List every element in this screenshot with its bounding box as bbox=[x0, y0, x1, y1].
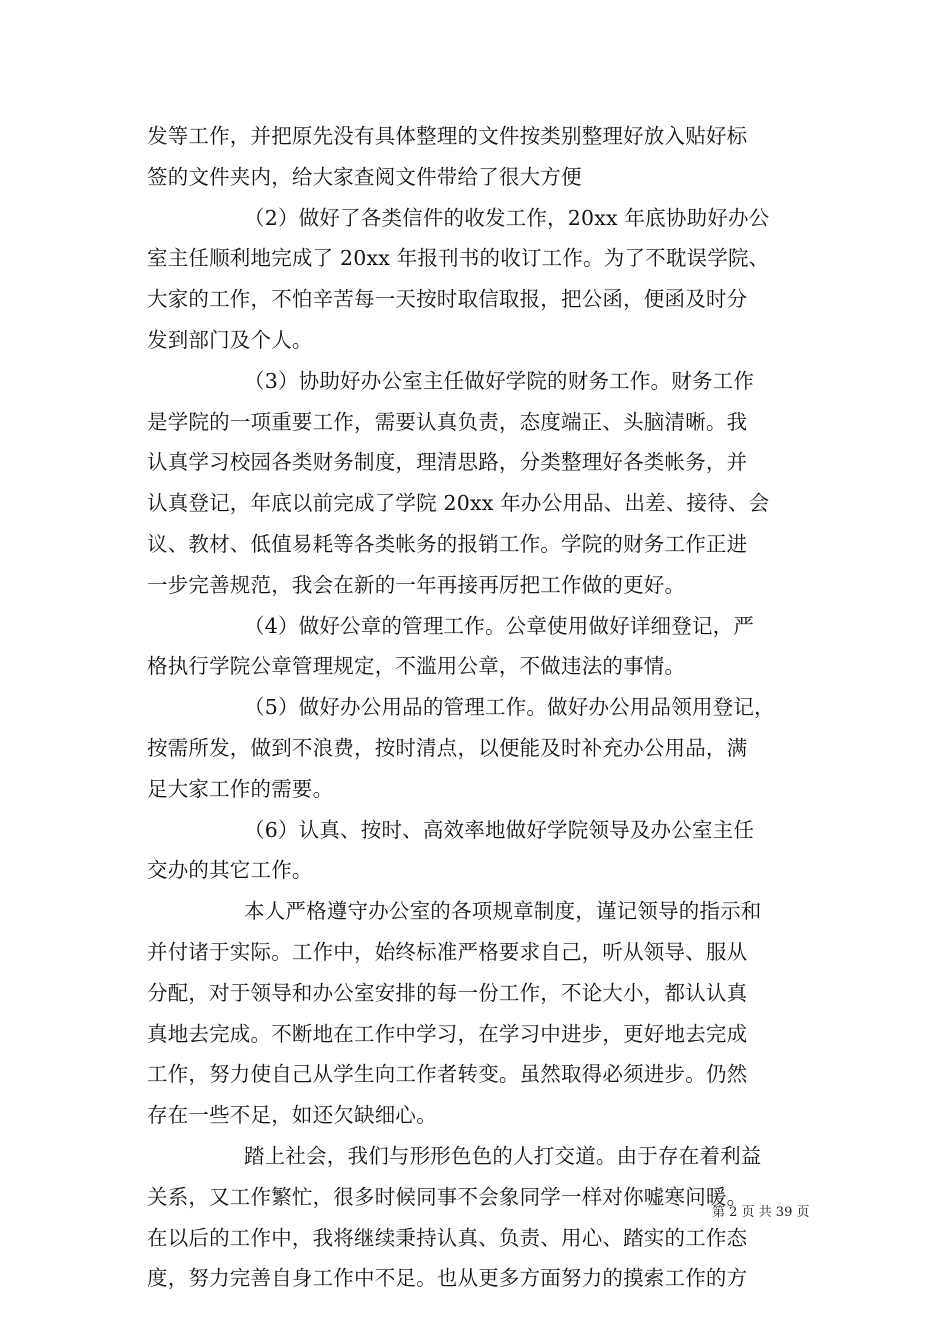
text-line: 议、教材、低值易耗等各类帐务的报销工作。学院的财务工作正进 bbox=[147, 531, 748, 556]
text-line: 交办的其它工作。 bbox=[147, 858, 313, 883]
text-line: 发等工作，并把原先没有具体整理的文件按类别整理好放入贴好标 bbox=[147, 124, 748, 148]
text-line: 是学院的一项重要工作，需要认真负责，态度端正、头脑清晰。我 bbox=[147, 409, 748, 434]
text-line: （3）协助好办公室主任做好学院的财务工作。财务工作 bbox=[244, 368, 755, 393]
text-line: 并付诸于实际。工作中，始终标准严格要求自己，听从领导、服从 bbox=[147, 939, 748, 964]
text-line: （4）做好公章的管理工作。公章使用做好详细登记，严 bbox=[244, 613, 755, 638]
page-number: 第 2 页 共 39 页 bbox=[712, 1205, 810, 1220]
text-line: 发到部门及个人。 bbox=[147, 327, 313, 352]
text-line: 格执行学院公章管理规定，不滥用公章，不做违法的事情。 bbox=[147, 654, 686, 679]
text-line: 按需所发，做到不浪费，按时清点，以便能及时补充办公用品，满 bbox=[147, 735, 748, 760]
text-line: 工作，努力使自己从学生向工作者转变。虽然取得必须进步。仍然 bbox=[147, 1062, 748, 1087]
text-line: 踏上社会，我们与形形色色的人打交道。由于存在着利益 bbox=[244, 1143, 762, 1168]
text-line: 存在一些不足，如还欠缺细心。 bbox=[147, 1103, 437, 1128]
text-line: 大家的工作，不怕辛苦每一天按时取信取报，把公函，便函及时分 bbox=[147, 287, 748, 312]
text-line: 度，努力完善自身工作中不足。也从更多方面努力的摸索工作的方 bbox=[147, 1266, 748, 1291]
text-line: 真地去完成。不断地在工作中学习，在学习中进步，更好地去完成 bbox=[147, 1021, 748, 1046]
text-line: （6）认真、按时、高效率地做好学院领导及办公室主任 bbox=[244, 817, 755, 842]
body-text bbox=[147, 116, 810, 1299]
text-line: 本人严格遵守办公室的各项规章制度，谨记领导的指示和 bbox=[244, 899, 762, 924]
text-line: 签的文件夹内，给大家查阅文件带给了很大方便 bbox=[147, 164, 582, 189]
text-line: 一步完善规范，我会在新的一年再接再厉把工作做的更好。 bbox=[147, 572, 686, 597]
text-line: （5）做好办公用品的管理工作。做好办公用品领用登记， bbox=[244, 695, 775, 720]
text-line: 室主任顺利地完成了 20xx 年报刊书的收订工作。为了不耽误学院、 bbox=[147, 246, 770, 271]
text-line: （2）做好了各类信件的收发工作，20xx 年底协助好办公 bbox=[244, 205, 770, 230]
text-line: 足大家工作的需要。 bbox=[147, 776, 334, 801]
text-line: 在以后的工作中，我将继续秉持认真、负责、用心、踏实的工作态 bbox=[147, 1225, 748, 1250]
text-line: 关系，又工作繁忙，很多时候同事不会象同学一样对你嘘寒问暖。 bbox=[147, 1184, 748, 1209]
text-line: 分配，对于领导和办公室安排的每一份工作，不论大小，都认认真 bbox=[147, 980, 748, 1005]
text-line: 认真学习校园各类财务制度，理清思路，分类整理好各类帐务，并 bbox=[147, 450, 748, 475]
text-line: 认真登记，年底以前完成了学院 20xx 年办公用品、出差、接待、会 bbox=[147, 491, 770, 516]
